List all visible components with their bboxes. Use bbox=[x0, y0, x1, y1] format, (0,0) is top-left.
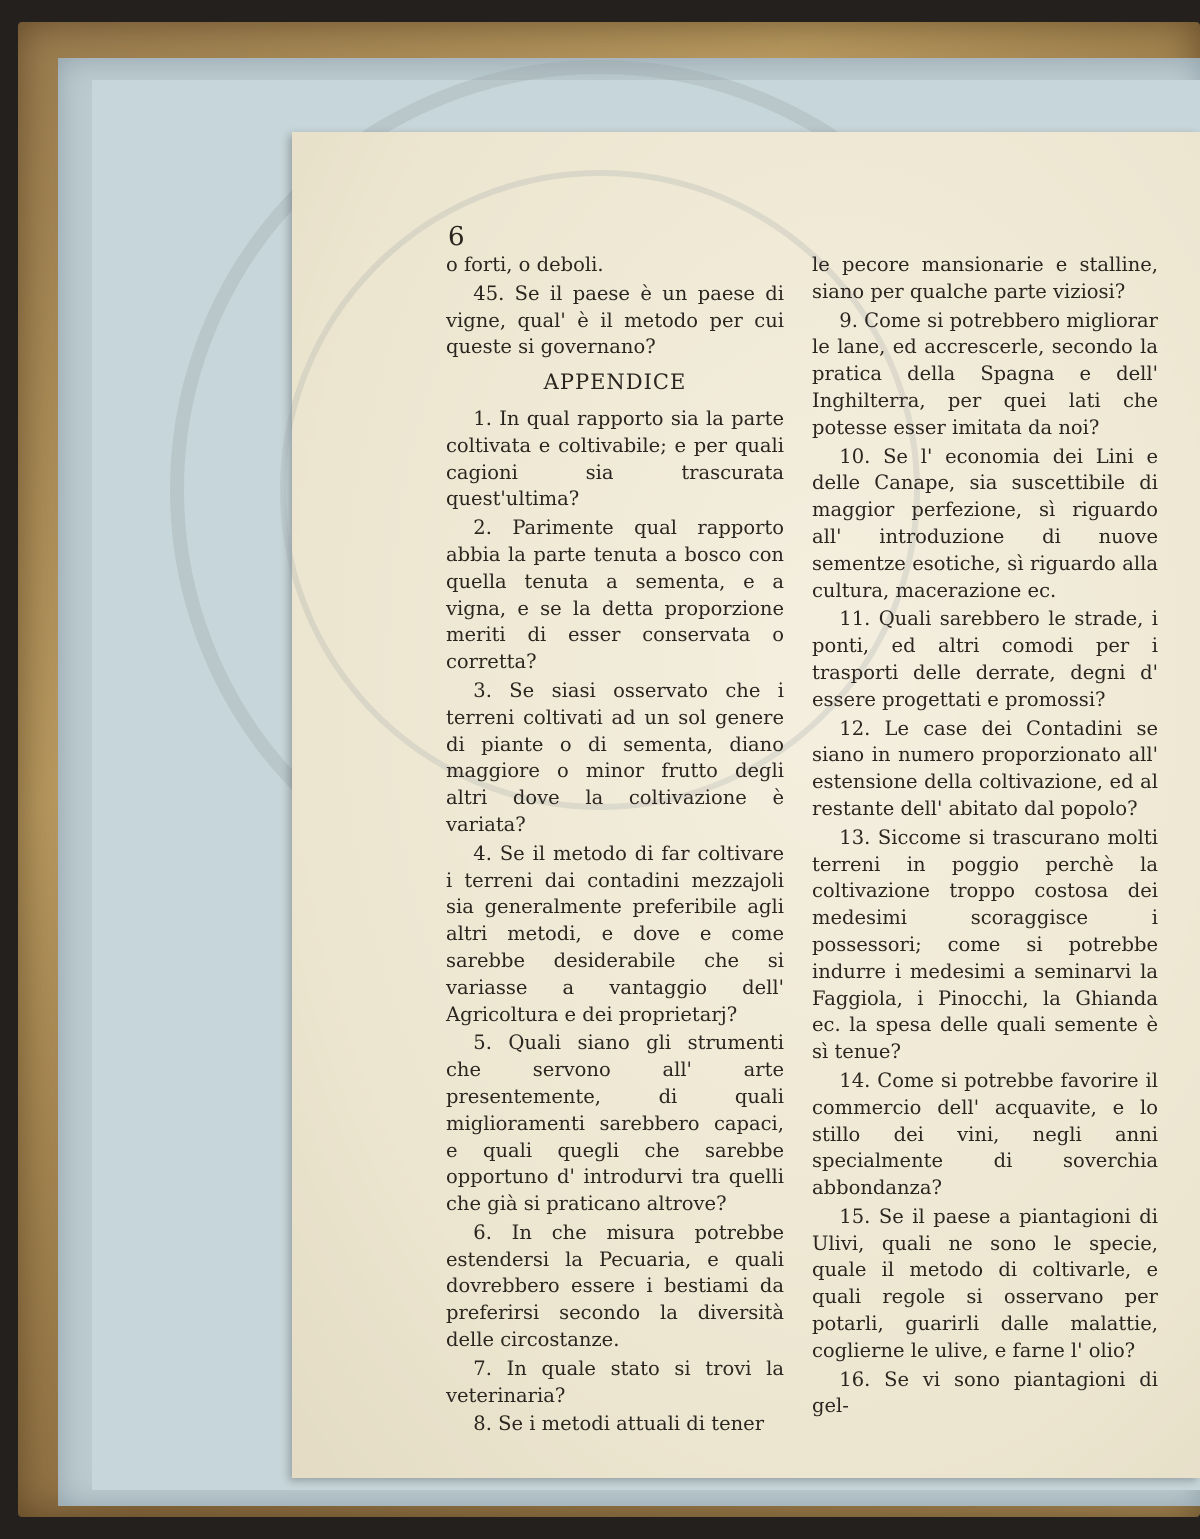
right-column bbox=[812, 252, 1158, 1420]
appendix-item: 4. Se il metodo di far coltivare i terreni dai contadini mezzajoli sia generalmente preferibile agli altri metodi, e dove e come sarebbe desiderabile che si variasse a vantaggio dell' Agricoltura e dei proprietarj? bbox=[446, 841, 784, 1026]
left-column bbox=[446, 252, 784, 1438]
appendix-item: 8. Se i metodi attuali di tener bbox=[473, 1412, 765, 1436]
page-number: 6 bbox=[448, 222, 465, 252]
appendix-item: 14. Come si potrebbe favorire il commercio dell' acquavite, e lo stillo dei vini, negli anni specialmente di soverchia abbondanza? bbox=[812, 1068, 1158, 1200]
appendix-heading: APPENDICE bbox=[543, 370, 687, 395]
left-continuation: o forti, o deboli. bbox=[446, 253, 604, 276]
appendix-item: 11. Quali sarebbero le strade, i ponti, ed altri comodi per i trasporti delle derrate, degni d' essere progettati e promossi? bbox=[812, 607, 1158, 711]
right-continuation: le pecore mansionarie e stalline, siano per qualche parte viziosi? bbox=[812, 253, 1158, 303]
appendix-item: 7. In quale stato si trovi la veterinaria? bbox=[446, 1356, 784, 1407]
appendix-item: 1. In qual rapporto sia la parte coltivata e coltivabile; e per quali cagioni sia trascurata quest'ultima? bbox=[446, 406, 784, 511]
appendix-item: 13. Siccome si trascurano molti terreni in poggio perchè la coltivazione troppo costosa dei medesimi scoraggisce i possessori; come si potrebbe indurre i medesimi a seminarvi la Faggiola, i Pinocchi, la Ghianda ec. la spesa delle quali semente è sì tenue? bbox=[812, 825, 1158, 1064]
appendix-item: 15. Se il paese a piantagioni di Ulivi, quali ne sono le specie, quale il metodo di coltivarle, e quali regole si osservano per potarli, guarirli dalle malattie, coglierne le ulive, e farne l' olio? bbox=[812, 1204, 1158, 1362]
appendix-item: 12. Le case dei Contadini se siano in numero proporzionato all' estensione della coltivazione, ed al restante dell' abitato dal popolo? bbox=[812, 716, 1158, 820]
appendix-item: 2. Parimente qual rapporto abbia la parte tenuta a bosco con quella tenuta a sementa, e a vigna, e se la detta proporzione meriti di esser conservata o corretta? bbox=[446, 516, 784, 674]
appendix-item: 3. Se siasi osservato che i terreni coltivati ad un sol genere di piante o di sementa, diano maggiore o minor frutto degli altri dove la coltivazione è variata? bbox=[446, 678, 784, 836]
appendix-item: 9. Come si potrebbero migliorar le lane, ed accrescerle, secondo la pratica della Spagna e dell' Inghilterra, per quei lati che potesse esser imitata da noi? bbox=[812, 308, 1158, 439]
appendix-item: 16. Se vi sono piantagioni di gel- bbox=[812, 1367, 1158, 1418]
appendix-item: 10. Se l' economia dei Lini e delle Canape, sia suscettibile di maggior perfezione, sì riguardo all' introduzione di nuove sementze esotiche, sì riguardo alla cultura, macerazione ec. bbox=[812, 444, 1158, 602]
appendix-item: 5. Quali siano gli strumenti che servono all' arte presentemente, di quali miglioramenti sarebbero capaci, e quali quegli che sarebbe opportuno d' introdurvi tra quelli che già si praticano altrove? bbox=[446, 1031, 784, 1216]
appendix-item: 6. In che misura potrebbe estendersi la Pecuaria, e quali dovrebbero essere i bestiami da preferirsi secondo la diversità delle circostanze. bbox=[446, 1220, 784, 1352]
question-45: 45. Se il paese è un paese di vigne, qual' è il metodo per cui queste si governano? bbox=[446, 281, 784, 359]
